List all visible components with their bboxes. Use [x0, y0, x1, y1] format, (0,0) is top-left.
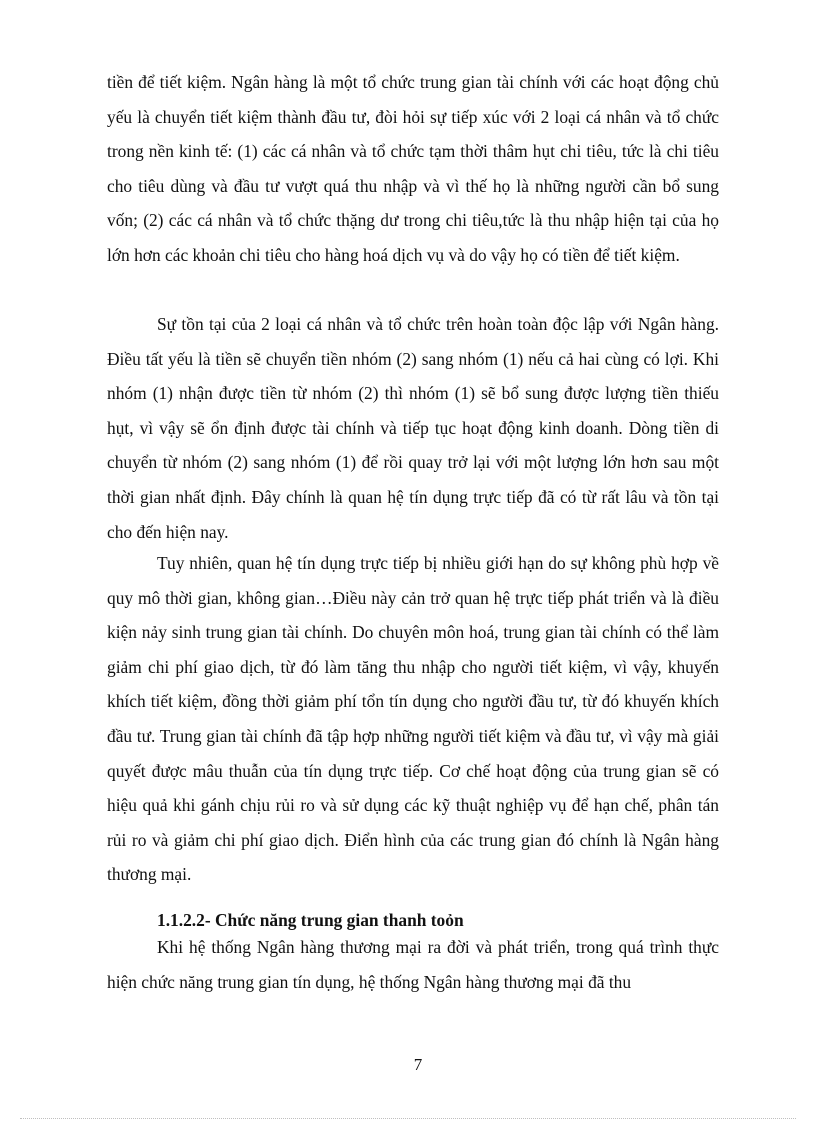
paragraph-2-block — [107, 307, 719, 549]
page-bottom-divider — [20, 1118, 796, 1119]
paragraph-3-block — [107, 546, 719, 892]
paragraph-1-block — [107, 65, 719, 273]
paragraph-3: Tuy nhiên, quan hệ tín dụng trực tiếp bị nhiều giới hạn do sự không phù hợp về quy mô thời gian, không gian…Điều này cản trở quan hệ trực tiếp phát triển và là điều kiện nảy sinh trung gian tài chính. Do chuyên môn hoá, trung gian tài chính có thể làm giảm chi phí giao dịch, từ đó làm tăng thu nhập cho người tiết kiệm, vì vậy, khuyến khích tiết kiệm, đồng thời giảm phí tổn tín dụng cho người đầu tư, từ đó khuyến khích đầu tư. Trung gian tài chính đã tập hợp những người tiết kiệm và đầu tư, vì vậy mà giải quyết được mâu thuẫn của tín dụng trực tiếp. Cơ chế hoạt động của trung gian sẽ có hiệu quả khi gánh chịu rủi ro và sử dụng các kỹ thuật nghiệp vụ để hạn chế, phân tán rủi ro và giảm chi phí giao dịch. Điển hình của các trung gian đó chính là Ngân hàng thương mại. — [107, 553, 719, 885]
section-heading: 1.1.2.2- Chức năng trung gian thanh toỏn — [157, 910, 464, 930]
paragraph-4-block — [107, 930, 719, 999]
page-number: 7 — [413, 1055, 423, 1074]
paragraph-4: Khi hệ thống Ngân hàng thương mại ra đời và phát triển, trong quá trình thực hiện chức năng trung gian tín dụng, hệ thống Ngân hàng thương mại đã thu — [107, 937, 719, 992]
paragraph-1: tiền để tiết kiệm. Ngân hàng là một tổ chức trung gian tài chính với các hoạt động chủ yếu là chuyển tiết kiệm thành đầu tư, đòi hỏi sự tiếp xúc với 2 loại cá nhân và tổ chức trong nền kinh tế: (1) các cá nhân và tổ chức tạm thời thâm hụt chi tiêu, tức là chi tiêu cho tiêu dùng và đầu tư vượt quá thu nhập và vì thế họ là những người cần bổ sung vốn; (2) các cá nhân và tổ chức thặng dư trong chi tiêu,tức là thu nhập hiện tại của họ lớn hơn các khoản chi tiêu cho hàng hoá dịch vụ và do vậy họ có tiền để tiết kiệm. — [107, 72, 719, 265]
paragraph-2: Sự tồn tại của 2 loại cá nhân và tổ chức trên hoàn toàn độc lập với Ngân hàng. Điều tất yếu là tiền sẽ chuyển tiền nhóm (2) sang nhóm (1) nếu cả hai cùng có lợi. Khi nhóm (1) nhận được tiền từ nhóm (2) thì nhóm (1) sẽ bổ sung được lượng tiền thiếu hụt, vì vậy sẽ ổn định được tài chính và tiếp tục hoạt động kinh doanh. Dòng tiền di chuyển từ nhóm (2) sang nhóm (1) để rồi quay trở lại với một lượng lớn hơn sau một thời gian nhất định. Đây chính là quan hệ tín dụng trực tiếp đã có từ rất lâu và tồn tại cho đến hiện nay. — [107, 314, 719, 542]
